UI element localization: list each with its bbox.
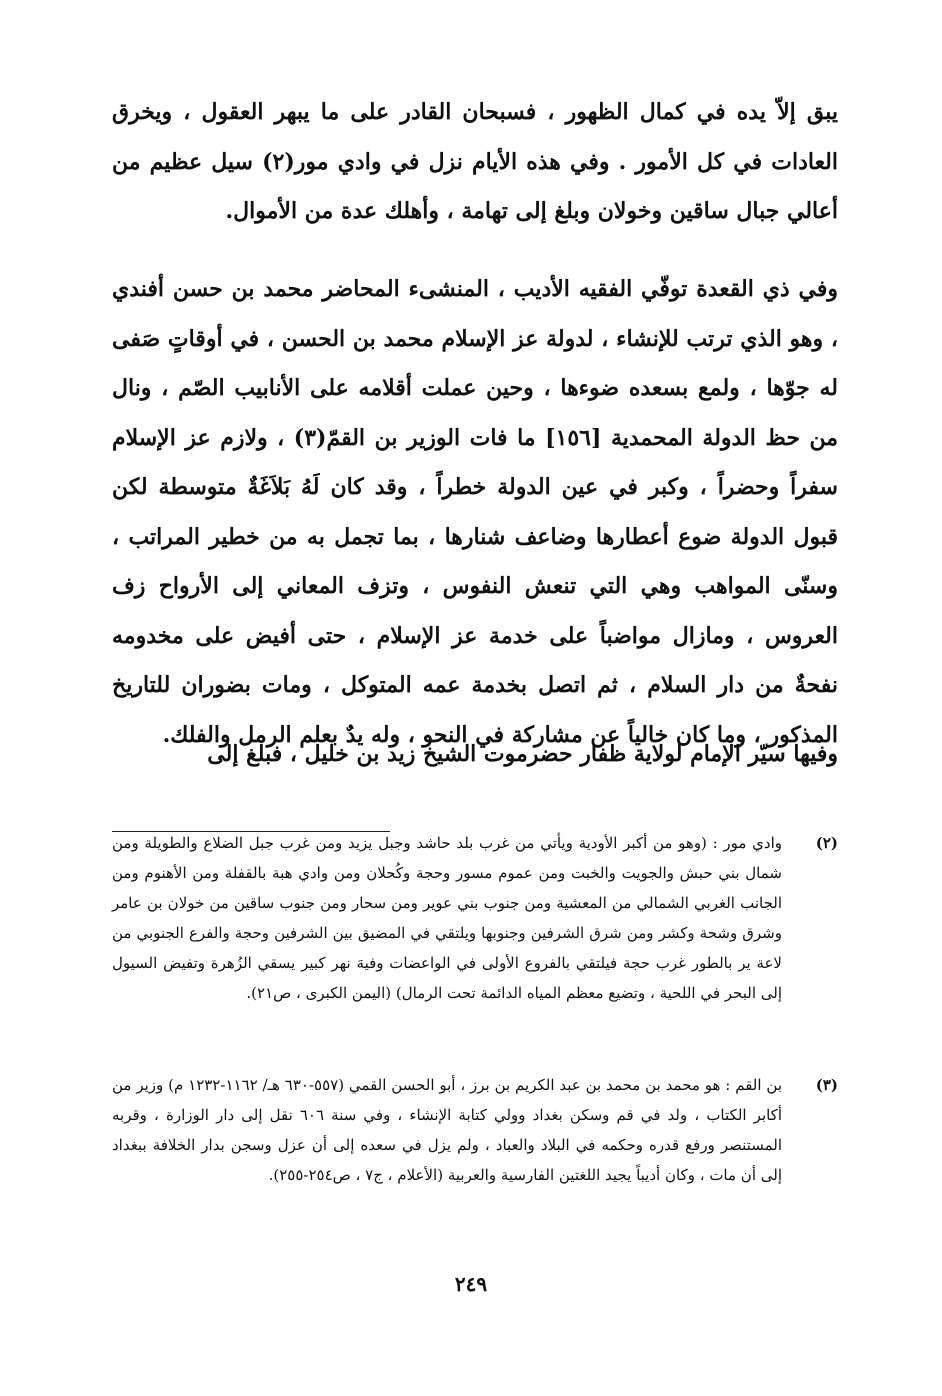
body-paragraph-3: وفيها سيّر الإمام لولاية ظفار حضرموت الشيخ زيد بن خليل ، فبلغ إلى — [207, 741, 838, 767]
body-paragraph-2: وفي ذي القعدة توفّي الفقيه الأديب ، المنشىء المحاضر محمد بن حسن أفندي ، وهو الذي ترتب للإنشاء ، لدولة عز الإسلام محمد بن الحسن ، في أوقاتٍ صَفى له جوّها ، ولمع بسعده ضوءها ، وحين عملت أقلامه على الأنابيب الصّم ، ونال من حظ الدولة المحمدية [١٥٦] ما فات الوزير بن القمّ(٣) ، ولازم عز الإسلام سفراً وحضراً ، وكبر في عين الدولة خطراً ، وقد كان لَهُ بَلاَغَةٌ متوسطة لكن قبول الدولة ضوع أعطارها وضاعف شنارها ، بما تجمل به من خطير المراتب ، وسنّى المواهب وهي التي تنعش النفوس ، وتزف المعاني إلى الأرواح زف العروس ، ومازال مواضباً على خدمة عز الإسلام ، حتى أفيض على مخدومه نفحةٌ من دار السلام ، ثم اتصل بخدمة عمه المتوكل ، ومات بضوران للتاريخ المذكور ، وما كان خالياً عن مشاركة في النحو ، وله يدٌ بعلم الرمل والفلك. — [112, 276, 838, 748]
footnote-2-number: (٢) — [815, 834, 838, 852]
footnote-2-text: وادي مور : (وهو من أكبر الأودية ويأتي من غرب بلد حاشد وجبل يزيد ومن غرب جبل الضلاع والطويلة ومن شمال بني حبش والجويت والخبت ومن عموم مسور وحجة وكُحلان ومن وادي هبة بالقفلة ومن الأهنوم ومن الجانب الغربي الشمالي من المعشية ومن جنوب بني عوير ومن سحار ومن جنوب ساقين من خولان بن عامر وشرق وشحة وكشر ومن شرق الشرفين وجنوبها ويلتقي في المضيق بين الشرفين وحجة والفرع الجنوبي من لاعة ير بالطور غرب حجة فيلتقي بالفروع الأولى في الواعضات وفيهَ نهر كبير يسقي الزُهرة وتفيض السيول إلى البحر في اللحية ، وتضيع معظم المياه الدائمة تحت الرمال) (اليمن الكبرى ، ص٢١). — [112, 834, 782, 1002]
footnote-3-number: (٣) — [815, 1076, 838, 1094]
footnote-2 — [112, 828, 838, 1008]
footnote-3 — [112, 1070, 838, 1190]
document-page — [112, 88, 838, 1318]
page-number: ٢٤٩ — [454, 1272, 488, 1296]
body-paragraph-1: يبق إلاّ يده في كمال الظهور ، فسبحان القادر على ما يبهر العقول ، ويخرق العادات في كل الأمور . وفي هذه الأيام نزل في وادي مور(٢) سيل عظيم من أعالي جبال ساقين وخولان وبلغ إلى تهامة ، وأهلك عدة من الأموال. — [112, 99, 838, 224]
footnote-3-text: بن القم : هو محمد بن محمد بن عبد الكريم بن برز ، أبو الحسن القمي (٥٥٧-٦٣٠ هـ/ ١١٦٢-١٢٣٢ م) وزير من أكابر الكتاب ، ولد في قم وسكن بغداد وولي كتابة الإنشاء ، وفي سنة ٦٠٦ نقل إلى دار الوزارة ، وقربه المستنصر ورفع قدره وحكمه في البلاد والعباد ، ولم يزل في سعده إلى أن عزل وسجن بدار الخلافة ببغداد إلى أن مات ، وكان أديباً يجيد اللغتين الفارسية والعربية (الأعلام ، ج٧ ، ص٢٥٤-٢٥٥). — [112, 1076, 782, 1184]
